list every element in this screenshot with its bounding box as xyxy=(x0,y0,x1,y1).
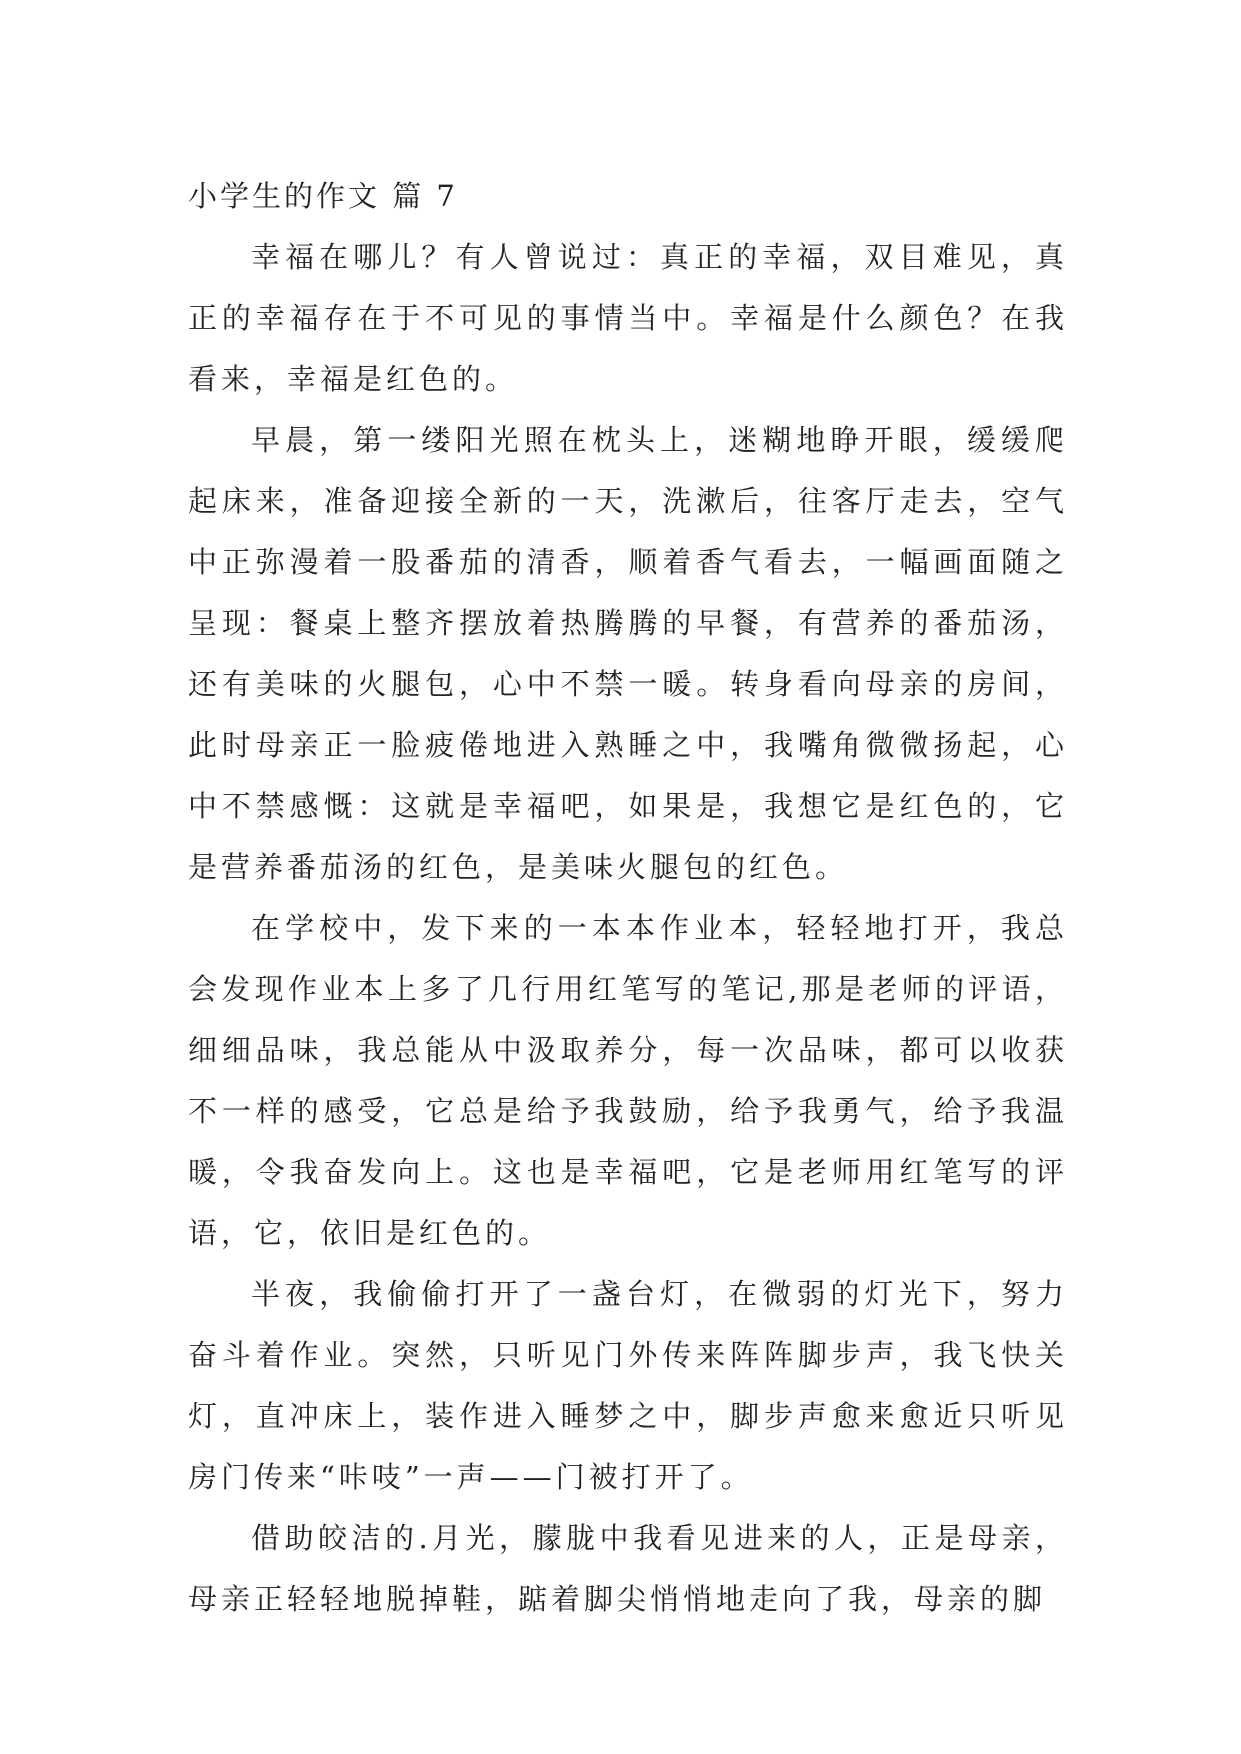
paragraph-5: 借助皎洁的.月光，朦胧中我看见进来的人，正是母亲，母亲正轻轻地脱掉鞋，踮着脚尖悄悄地走向了我，母亲的脚 xyxy=(188,1521,1068,1616)
paragraph-3: 在学校中，发下来的一本本作业本，轻轻地打开，我总会发现作业本上多了几行用红笔写的笔记,那是老师的评语，细细品味，我总能从中汲取养分，每一次品味，都可以收获不一样的感受，它总是给予我鼓励，给予我勇气，给予我温暖，令我奋发向上。这也是幸福吧，它是老师用红笔写的评语，它，依旧是红色的。 xyxy=(188,911,1068,1250)
document-title: 小学生的作文 篇 7 xyxy=(188,179,458,213)
document-body xyxy=(188,166,1068,1630)
paragraph-2: 早晨，第一缕阳光照在枕头上，迷糊地睁开眼，缓缓爬起床来，准备迎接全新的一天，洗漱后，往客厅走去，空气中正弥漫着一股番茄的清香，顺着香气看去，一幅画面随之呈现：餐桌上整齐摆放着热腾腾的早餐，有营养的番茄汤，还有美味的火腿包，心中不禁一暖。转身看向母亲的房间，此时母亲正一脸疲倦地进入熟睡之中，我嘴角微微扬起，心中不禁感慨：这就是幸福吧，如果是，我想它是红色的，它是营养番茄汤的红色，是美味火腿包的红色。 xyxy=(188,423,1068,884)
paragraph-1: 幸福在哪儿？有人曾说过：真正的幸福，双目难见，真正的幸福存在于不可见的事情当中。幸福是什么颜色？在我看来，幸福是红色的。 xyxy=(188,240,1068,396)
paragraph-4: 半夜，我偷偷打开了一盏台灯，在微弱的灯光下，努力奋斗着作业。突然，只听见门外传来阵阵脚步声，我飞快关灯，直冲床上，装作进入睡梦之中，脚步声愈来愈近只听见房门传来“咔吱”一声——门被打开了。 xyxy=(188,1277,1068,1494)
